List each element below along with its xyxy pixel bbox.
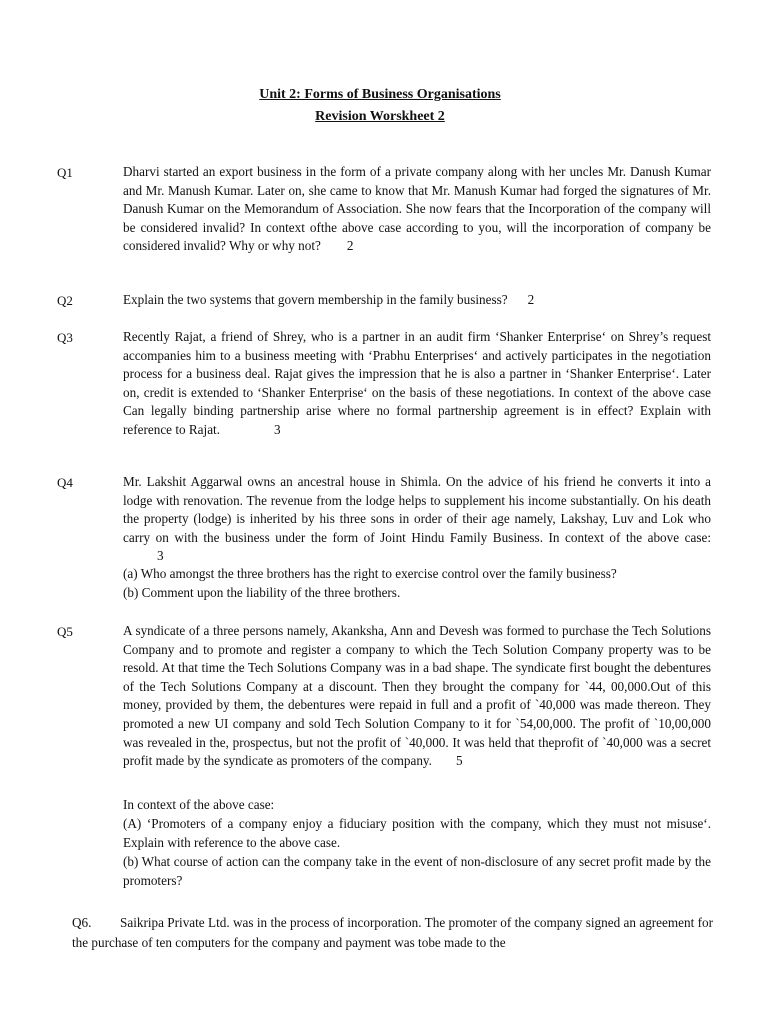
question-text: Explain the two systems that govern membership in the family business? 2 <box>123 291 711 310</box>
subpart-b: (b) What course of action can the company take in the event of non-disclosure of any secret profit made by the promoters? <box>123 854 711 888</box>
question-number: Q5 <box>57 624 73 639</box>
question-text: A syndicate of a three persons namely, Akanksha, Ann and Devesh was formed to purchase the Tech Solutions Company and to promote and register a company to which the Tech Solution Company property was to be resold. At that time the Tech Solutions Company was in a bad shape. The syndicate first bought the debentures of the Tech Solutions Company at a discount. Then they brought the company for `44, 00,000.Out of this money, provided by them, the debentures were repaid in full and a profit of `40,000 was made thereon. They promoted a new UI company and sold Tech Solution Company to it for `54,00,000. The profit of `10,00,000 was revealed in the, prospectus, but not the profit of `40,000. It was held that theprofit of `40,000 was a secret profit made by the syndicate as promoters of the company. 5 <box>123 622 711 771</box>
question-marks: 2 <box>346 238 354 254</box>
question-text: Recently Rajat, a friend of Shrey, who is a partner in an audit firm ‘Shanker Enterprise‘ on Shrey’s request accompanies him to a business meeting with ‘Prabhu Enterprises‘ and actively participates in the negotiation process for a business deal. Rajat gives the impression that he is also a partner in ‘Shanker Enterprise‘. Later on, credit is extended to ‘Shanker Enterprise‘ on the basis of these negotiations. In context of the above case Can legally binding partnership arise where no formal partnership agreement is in effect? Explain with reference to Rajat. 3 <box>123 328 711 440</box>
question-text: Saikripa Private Ltd. was in the process of incorporation. The promoter of the company signed an agreement for the purchase of ten computers for the company and payment was tobe made to the <box>72 915 713 950</box>
subpart-b: (b) Comment upon the liability of the three brothers. <box>123 585 401 600</box>
question-number: Q4 <box>57 475 73 490</box>
page-subtitle: Revision Worskheet 2 <box>315 109 445 124</box>
subpart-a: (a) Who amongst the three brothers has the right to exercise control over the family business? <box>123 566 617 581</box>
question-number: Q1 <box>57 165 73 180</box>
question-text: Dharvi started an export business in the form of a private company along with her uncles Mr. Danush Kumar and Mr. Manush Kumar. Later on, she came to know that Mr. Manush Kumar had forged the signatures of Mr. Danush Kumar on the Memorandum of Association. She now fears that the Incorporation of the company will be considered invalid? In context ofthe above case according to you, will the incorporation of company be considered invalid? Why or why not? 2 <box>123 163 711 256</box>
subpart-a: (A) ‘Promoters of a company enjoy a fiduciary position with the company, which they must not misuse‘. Explain with reference to the above case. <box>123 816 711 850</box>
question-number: Q6. <box>72 915 92 930</box>
question-number: Q3 <box>57 330 73 345</box>
question-marks: 2 <box>527 292 535 307</box>
question-text: Mr. Lakshit Aggarwal owns an ancestral house in Shimla. On the advice of his friend he converts it into a lodge with renovation. The revenue from the lodge helps to supplement his income substantially. On his death the property (lodge) is inherited by his three sons in order of their age namely, Lakshay, Luv and Lok who carry on with the business under the form of Joint Hindu Family Business. In context of the above case:3 <box>123 473 711 566</box>
question-context: In context of the above case: <box>123 797 275 812</box>
question-number: Q2 <box>57 293 73 308</box>
question-6 <box>72 913 713 952</box>
page-title: Unit 2: Forms of Business Organisations <box>259 87 501 102</box>
question-marks: 5 <box>455 753 463 769</box>
question-marks: 3 <box>157 548 164 564</box>
question-marks: 3 <box>274 421 281 437</box>
